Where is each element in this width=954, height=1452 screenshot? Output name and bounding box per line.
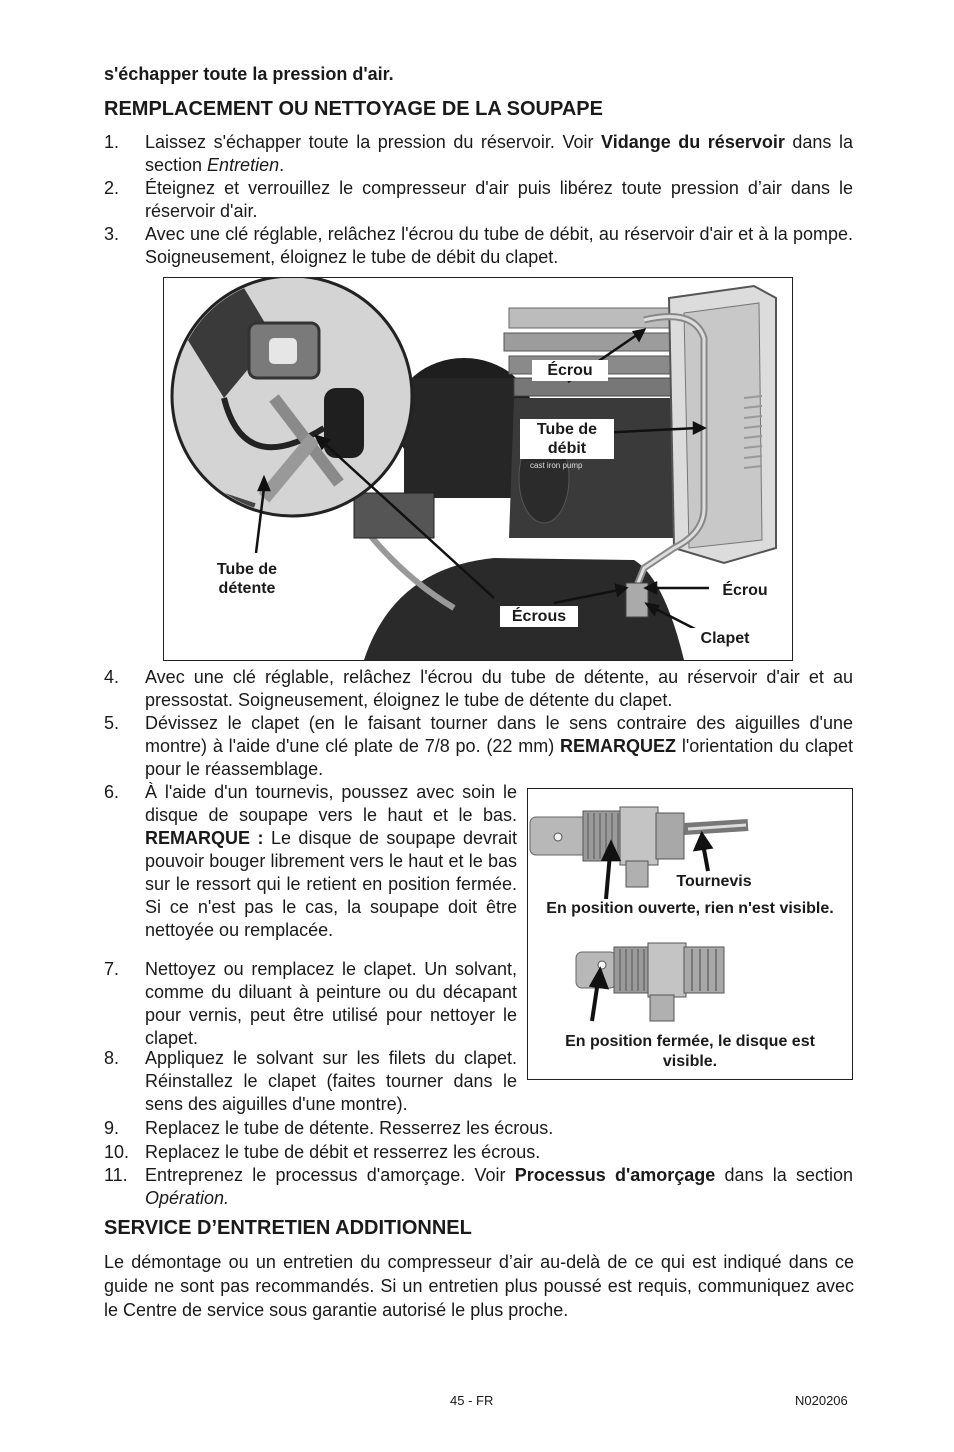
- step-number: 10.: [104, 1142, 130, 1162]
- step-text-run: Dévissez le clapet (en le faisant tourner dans le sens contraire des aiguilles d'une montre) à l'aide d'une clé plate de 7/8 po. (22 mm): [145, 713, 853, 756]
- step-text-run: .: [279, 155, 285, 175]
- step-text-run: Avec une clé réglable, relâchez l'écrou du tube de détente, au réservoir d'air et au pressostat. Soigneusement, éloignez le tube de détente du clapet.: [145, 667, 853, 710]
- caption-open-position: En position ouverte, rien n'est visible.: [546, 900, 834, 917]
- step-number: 11.: [104, 1165, 128, 1185]
- step-text: [145, 666, 853, 712]
- pump-badge: cast iron pump: [530, 461, 583, 470]
- continued-text: s'échapper toute la pression d'air.: [104, 64, 394, 84]
- step-number: 6.: [104, 782, 120, 802]
- step-text-run: Laissez s'échapper toute la pression du réservoir. Voir: [145, 132, 602, 152]
- label-ecrou-right: Écrou: [710, 580, 780, 601]
- step-number: 2.: [104, 178, 120, 198]
- step-text: [145, 223, 853, 269]
- step-text: [145, 712, 853, 781]
- step-number: 8.: [104, 1048, 120, 1068]
- compressor-photo-figure: [163, 277, 793, 661]
- step-text: [145, 1141, 853, 1164]
- step-text: [145, 781, 517, 942]
- document-code: N020206: [795, 1393, 848, 1408]
- step-text: [145, 958, 517, 1050]
- page-number: 45 - FR: [450, 1393, 494, 1408]
- service-paragraph: Le démontage ou un entretien du compresseur d’air au-delà de ce qui est indiqué dans ce guide ne sont pas recommandés. Si un entretien plus poussé est requis, communiquez avec le Centre de service sous garantie autorisé le plus proche.: [104, 1252, 854, 1320]
- section-heading-valve: REMPLACEMENT OU NETTOYAGE DE LA SOUPAPE: [104, 98, 603, 120]
- step-text: [145, 177, 853, 223]
- step-text: [145, 131, 853, 177]
- label-ecrous: Écrous: [500, 606, 578, 627]
- step-number: 3.: [104, 224, 120, 244]
- step-text-run: Processus d'amorçage: [514, 1165, 716, 1185]
- step-text-run: Replacez le tube de débit et resserrez les écrous.: [145, 1142, 541, 1162]
- label-tournevis: Tournevis: [676, 873, 752, 890]
- step-text: [145, 1117, 853, 1140]
- step-number: 9.: [104, 1118, 120, 1138]
- step-number: 7.: [104, 959, 120, 979]
- label-ecrou-top: Écrou: [532, 360, 608, 381]
- compressor-illustration: [164, 278, 792, 660]
- step-text-run: Le disque de soupape devrait pouvoir bouger librement vers le haut et le bas sur le ressort qui le retient en position fermée. Si ce n'est pas le cas, la soupape doit être nettoyée ou remplacée.: [145, 828, 517, 940]
- caption-closed-position: En position fermée, le disque est visible.: [565, 1033, 815, 1070]
- step-text-run: Vidange du réservoir: [601, 132, 785, 152]
- step-text-run: dans la section: [715, 1165, 853, 1185]
- step-text-run: Entretien: [207, 155, 280, 175]
- step-number: 5.: [104, 713, 120, 733]
- step-text-run: À l'aide d'un tournevis, poussez avec soin le disque de soupape vers le haut et le bas.: [145, 782, 517, 825]
- step-text-run: dans la section: [145, 132, 853, 175]
- step-text-run: Appliquez le solvant sur les filets du clapet. Réinstallez le clapet (faites tourner dans le sens des aiguilles d'une montre).: [145, 1048, 517, 1114]
- label-tube-detente: Tube de détente: [216, 561, 278, 597]
- step-text-run: Replacez le tube de détente. Resserrez les écrous.: [145, 1118, 554, 1138]
- step-number: 4.: [104, 667, 120, 687]
- step-text-run: Éteignez et verrouillez le compresseur d'air puis libérez toute pression d’air dans le réservoir d'air.: [145, 178, 853, 221]
- step-text-run: REMARQUEZ: [560, 736, 677, 756]
- step-text-run: l'orientation du clapet pour le réassemblage.: [145, 736, 853, 779]
- section-heading-service: SERVICE D’ENTRETIEN ADDITIONNEL: [104, 1217, 472, 1239]
- step-text: [145, 1164, 853, 1210]
- label-tube-debit: Tube de débit: [520, 419, 614, 459]
- step-text-run: Avec une clé réglable, relâchez l'écrou du tube de débit, au réservoir d'air et à la pompe. Soigneusement, éloignez le tube de débit du clapet.: [145, 224, 853, 267]
- step-text-run: Nettoyez ou remplacez le clapet. Un solvant, comme du diluant à peinture ou du décapant pour vernis, peut être utilisé pour nettoyer le clapet.: [145, 959, 517, 1048]
- step-text: [145, 1047, 517, 1116]
- step-text-run: REMARQUE :: [145, 828, 264, 848]
- label-clapet: Clapet: [688, 628, 762, 649]
- valve-position-figure: [527, 788, 853, 1080]
- step-text-run: Opération.: [145, 1188, 230, 1208]
- step-text-run: Entreprenez le processus d'amorçage. Voir: [145, 1165, 515, 1185]
- step-number: 1.: [104, 132, 120, 152]
